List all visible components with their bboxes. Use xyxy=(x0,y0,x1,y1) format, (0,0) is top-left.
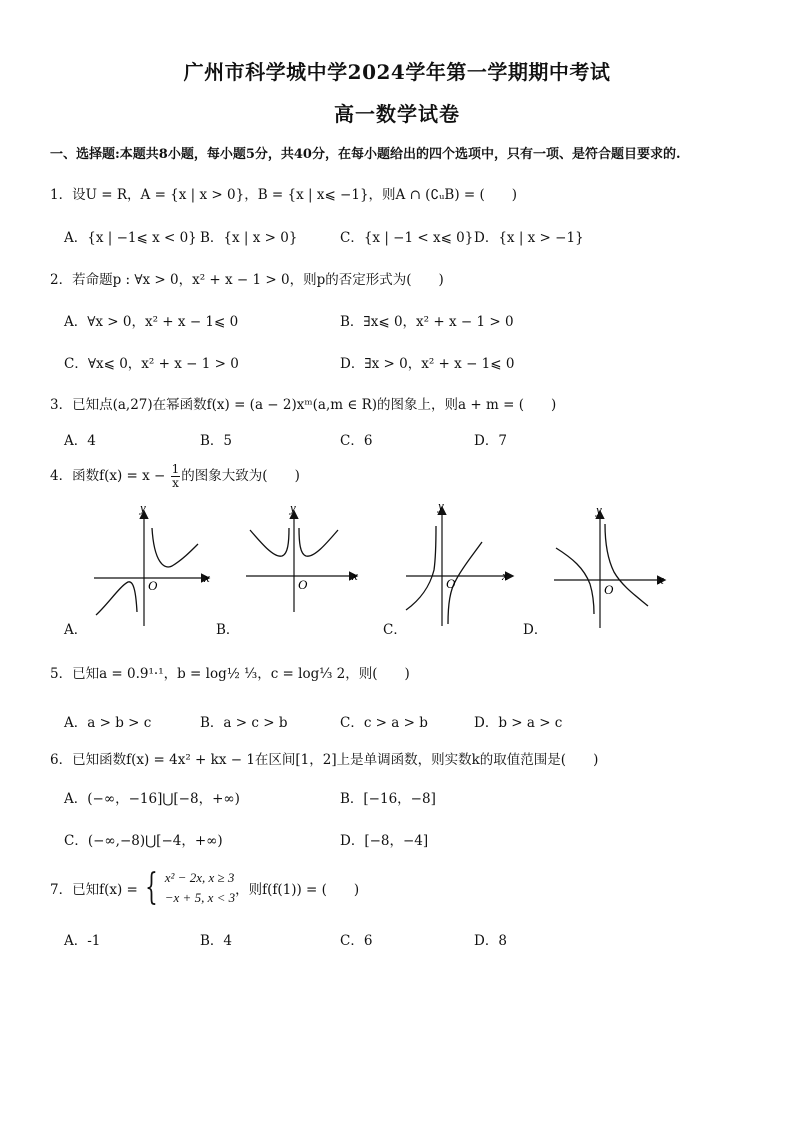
question-4 xyxy=(50,463,300,490)
origin-label: O xyxy=(446,576,456,591)
q5-option-d: D．b > a > c xyxy=(474,715,563,731)
q6-option-a: A．(−∞，−16]⋃[−8，+∞) xyxy=(64,791,240,807)
question-2: 2．若命题p : ∀x > 0，x² + x − 1 > 0，则p的否定形式为( ) xyxy=(50,272,444,288)
q2-option-c: C．∀x⩽ 0，x² + x − 1 > 0 xyxy=(64,356,239,372)
q2-option-b: B．∃x⩽ 0，x² + x − 1 > 0 xyxy=(340,314,514,330)
axis-label-x: x xyxy=(204,570,210,585)
origin-label: O xyxy=(604,582,614,597)
q3-option-d: D．7 xyxy=(474,433,507,449)
q4-frac-num: 1 xyxy=(171,462,180,476)
curve-right xyxy=(152,528,198,567)
axis-label-x: x xyxy=(502,568,508,583)
q1-option-c: C．{x | −1 < x⩽ 0} xyxy=(340,230,474,246)
exam-subtitle: 高一数学试卷 xyxy=(334,102,460,126)
q4-func: f(x) = x − xyxy=(99,468,166,484)
q7-option-b: B．4 xyxy=(200,933,233,949)
q3-option-a: A．4 xyxy=(64,433,96,449)
curve-left xyxy=(250,528,289,556)
q4-option-b: B． xyxy=(216,622,240,638)
q5-option-b: B．a > c > b xyxy=(200,715,288,731)
question-5: 5．已知a = 0.9¹·¹，b = log½ ⅓，c = log⅓ 2，则( ) xyxy=(50,666,410,682)
q5-option-a: A．a > b > c xyxy=(64,715,152,731)
question-6: 6．已知函数f(x) = 4x² + kx − 1在区间[1，2]上是单调函数，则实数k的取值范围是( ) xyxy=(50,752,599,768)
q1-option-b: B．{x | x > 0} xyxy=(200,230,298,246)
origin-label: O xyxy=(148,578,158,593)
q4-stem-suffix: 的图象大致为( ) xyxy=(181,468,300,484)
q7-stem-suffix: ，则f(f(1)) = ( ) xyxy=(235,882,360,898)
q4-frac-den: x xyxy=(172,476,179,490)
q7-option-d: D．8 xyxy=(474,933,507,949)
axis-label-y: y xyxy=(290,500,296,515)
section-heading: 一、选择题:本题共8小题，每小题5分，共40分，在每小题给出的四个选项中，只有一项、是符合题目要求的. xyxy=(50,147,681,162)
axis-label-x: x xyxy=(352,568,358,583)
q4-option-d: D． xyxy=(523,622,548,638)
graph-c xyxy=(398,500,528,630)
q6-option-c: C．(−∞,−8)⋃[−4，+∞) xyxy=(64,833,223,849)
curve-left xyxy=(406,526,436,610)
q4-fraction xyxy=(171,463,181,490)
axis-label-y: y xyxy=(140,500,146,515)
q6-option-b: B．[−16，−8] xyxy=(340,791,436,807)
axis-label-y: y xyxy=(438,500,444,513)
q2-option-a: A．∀x > 0，x² + x − 1⩽ 0 xyxy=(64,314,239,330)
q7-option-c: C．6 xyxy=(340,933,373,949)
q3-option-c: C．6 xyxy=(340,433,373,449)
q6-option-d: D．[−8，−4] xyxy=(340,833,429,849)
curve-right xyxy=(299,528,338,556)
exam-title: 广州市科学城中学2024学年第一学期期中考试 xyxy=(183,60,611,84)
q5-option-c: C．c > a > b xyxy=(340,715,428,731)
q4-option-c: C． xyxy=(383,622,407,638)
graph-b xyxy=(240,500,370,630)
q4-option-a: A． xyxy=(64,622,88,638)
q3-option-b: B．5 xyxy=(200,433,233,449)
q7-option-a: A．-1 xyxy=(64,933,101,949)
q7-brace: { xyxy=(144,867,158,908)
graph-a xyxy=(90,500,220,630)
question-7 xyxy=(50,868,359,908)
q1-option-a: A．{x | −1⩽ x < 0} xyxy=(64,230,197,246)
q7-case-2: −x + 5, x < 3 xyxy=(164,890,236,905)
q7-stem-prefix: 7．已知f(x) = xyxy=(50,882,138,898)
q1-option-d: D．{x | x > −1} xyxy=(474,230,584,246)
question-3: 3．已知点(a,27)在幂函数f(x) = (a − 2)xᵐ(a,m ∈ R)的图象上，则a + m = ( ) xyxy=(50,397,557,413)
q4-stem-prefix: 4．函数 xyxy=(50,468,100,484)
graph-d xyxy=(548,500,678,630)
axis-label-x: x xyxy=(658,572,664,587)
axis-label-y: y xyxy=(596,502,602,517)
q2-option-d: D．∃x > 0，x² + x − 1⩽ 0 xyxy=(340,356,515,372)
q7-cases xyxy=(165,868,235,908)
q7-case-1: x² − 2x, x ≥ 3 xyxy=(164,870,235,885)
question-1: 1．设U = R，A = {x | x > 0}，B = {x | x⩽ −1}，则A ∩ (∁ᵤB) = ( ) xyxy=(50,187,518,203)
curve-left xyxy=(556,548,594,614)
origin-label: O xyxy=(298,577,308,592)
curve-left xyxy=(96,582,137,615)
